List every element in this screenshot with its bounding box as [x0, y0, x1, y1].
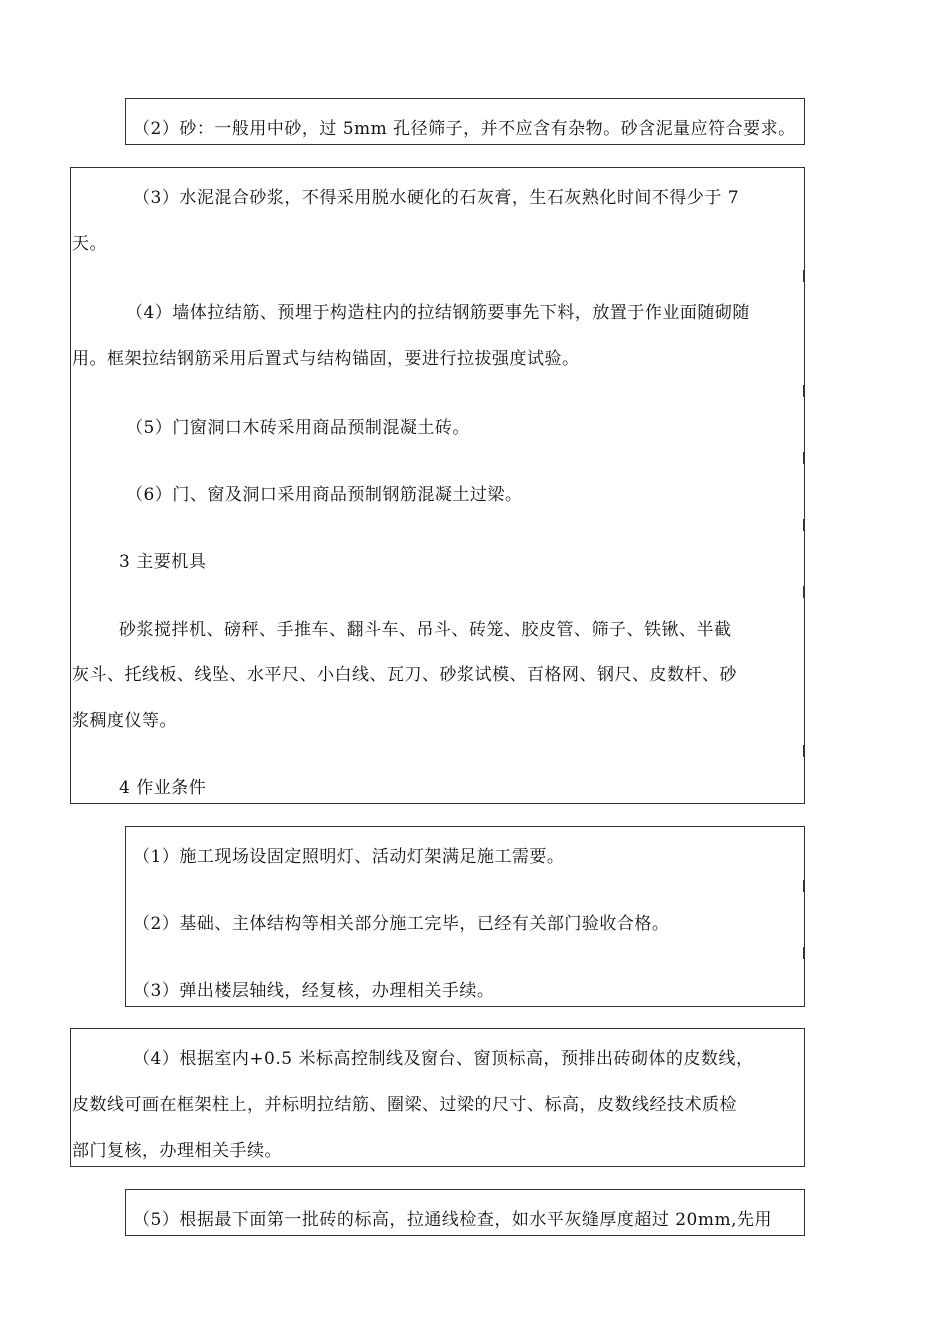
row-divider-tick: [70, 745, 71, 757]
paragraph-line: （5）门窗洞口木砖采用商品预制混凝土砖。: [126, 418, 470, 438]
row-divider-tick: [803, 586, 804, 598]
paragraph-line: 部门复核，办理相关手续。: [72, 1141, 282, 1161]
row-divider-tick: [803, 745, 804, 757]
paragraph-line: 用。框架拉结钢筋采用后置式与结构锚固，要进行拉拔强度试验。: [72, 349, 580, 369]
paragraph-line: 浆稠度仪等。: [72, 711, 177, 731]
paragraph-line: 皮数线可画在框架柱上，并标明拉结筋、圈梁、过梁的尺寸、标高，皮数线经技术质检: [72, 1095, 737, 1115]
row-divider-tick: [70, 385, 71, 397]
row-divider-tick: [803, 452, 804, 464]
paragraph-line: （3）水泥混合砂浆，不得采用脱水硬化的石灰膏，生石灰熟化时间不得少于 7: [133, 188, 740, 208]
row-divider-tick: [803, 385, 804, 397]
row-divider-tick: [803, 519, 804, 531]
paragraph-line: （4）根据室内+0.5 米标高控制线及窗台、窗顶标高，预排出砖砌体的皮数线，: [133, 1049, 754, 1069]
section-heading: 4 作业条件: [119, 778, 207, 798]
paragraph-line: （6）门、窗及洞口采用商品预制钢筋混凝土过梁。: [126, 485, 523, 505]
row-divider-tick: [803, 947, 804, 959]
row-divider-tick: [125, 880, 126, 892]
section-heading: 3 主要机具: [119, 552, 207, 572]
paragraph-line: （2）砂：一般用中砂，过 5mm 孔径筛子，并不应含有杂物。砂含泥量应符合要求。: [133, 119, 796, 139]
row-divider-tick: [803, 270, 804, 282]
row-divider-tick: [125, 947, 126, 959]
paragraph-line: 天。: [72, 234, 107, 254]
paragraph-line: 砂浆搅拌机、磅秤、手推车、翻斗车、吊斗、砖笼、胶皮管、筛子、铁锹、半截: [119, 620, 732, 640]
paragraph-line: （4）墙体拉结筋、预埋于构造柱内的拉结钢筋要事先下料，放置于作业面随砌随: [126, 303, 750, 323]
row-divider-tick: [70, 519, 71, 531]
row-divider-tick: [803, 880, 804, 892]
paragraph-line: （3）弹出楼层轴线，经复核，办理相关手续。: [133, 981, 495, 1001]
paragraph-line: （2）基础、主体结构等相关部分施工完毕，已经有关部门验收合格。: [133, 914, 670, 934]
paragraph-line: 灰斗、托线板、线坠、水平尺、小白线、瓦刀、砂浆试模、百格网、钢尺、皮数杆、砂: [72, 665, 737, 685]
row-divider-tick: [70, 452, 71, 464]
paragraph-line: （1）施工现场设固定照明灯、活动灯架满足施工需要。: [133, 847, 565, 867]
row-divider-tick: [70, 270, 71, 282]
row-divider-tick: [70, 586, 71, 598]
paragraph-line: （5）根据最下面第一批砖的标高，拉通线检查，如水平灰缝厚度超过 20mm,先用: [133, 1210, 772, 1230]
